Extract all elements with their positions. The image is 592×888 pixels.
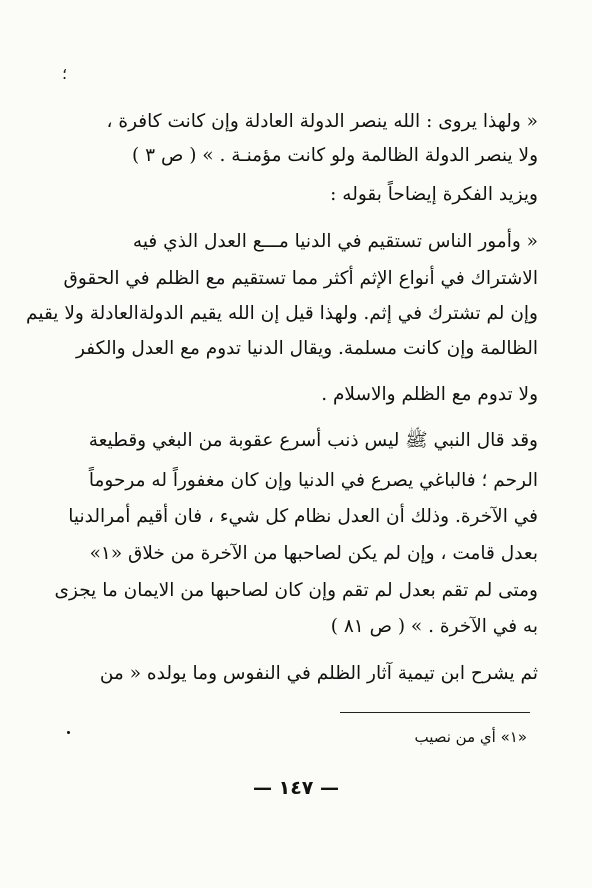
ink-dot <box>67 731 70 734</box>
text-line-7: الظالمة وإن كانت مسلمة. ويقال الدنيا تدوم مع العدل والكفر <box>76 338 538 359</box>
text-line-4: « وأمور الناس تستقيم في الدنيا مـــع العدل الذي فيه <box>132 231 538 252</box>
text-line-8: ولا تدوم مع الظلم والاسلام . <box>321 384 538 405</box>
text-line-2: ولا ينصر الدولة الظالمة ولو كانت مؤمنـة . » ( ص ٣ ) <box>132 145 538 166</box>
page-number: — ١٤٧ — <box>252 777 340 799</box>
text-line-3: ويزيد الفكرة إيضاحاً بقوله : <box>330 184 538 205</box>
text-line-1: « ولهذا يروى : الله ينصر الدولة العادلة وإن كانت كافرة ، <box>106 111 538 132</box>
text-line-9: وقد قال النبي ﷺ ليس ذنب أسرع عقوبة من البغي وقطيعة <box>88 430 538 451</box>
text-line-5: الاشتراك في أنواع الإثم أكثر مما تستقيم مع الظلم في الحقوق <box>63 268 538 289</box>
text-line-12: بعدل قامت ، وإن لم يكن لصاحبها من الآخرة من خلاق «١» <box>89 543 538 564</box>
text-line-14: به في الآخرة . » ( ص ٨١ ) <box>330 616 538 637</box>
text-line-15: ثم يشرح ابن تيمية آثار الظلم في النفوس وما يولده « من <box>99 663 538 684</box>
text-line-11: في الآخرة. وذلك أن العدل نظام كل شيء ، فان أقيم أمرالدنيا <box>68 506 538 527</box>
text-line-10: الرحم ؛ فالباغي يصرع في الدنيا وإن كان مغفوراً له مرحوماً <box>88 470 538 491</box>
corner-mark: ؛ <box>62 64 68 83</box>
footnote: «١» أي من نصيب <box>414 728 527 746</box>
text-line-13: ومتى لم تقم بعدل لم تقم وإن كان لصاحبها من الايمان ما يجزى <box>54 580 538 601</box>
footnote-divider <box>340 712 530 713</box>
text-line-6: وإن لم تشترك في إثم. ولهذا قيل إن الله يقيم الدولةالعادلة ولا يقيم <box>26 303 538 324</box>
